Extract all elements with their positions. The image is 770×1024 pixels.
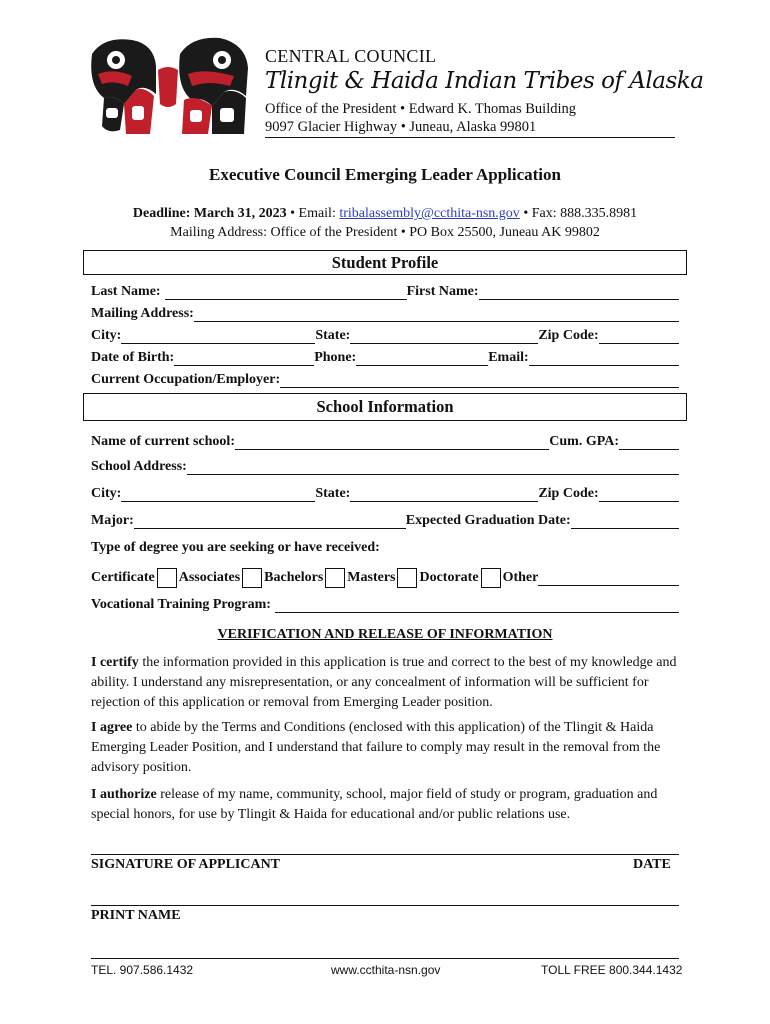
- degree-certificate-checkbox[interactable]: [157, 568, 177, 588]
- last-name-label: Last Name:: [91, 284, 161, 299]
- vocational-field[interactable]: [275, 597, 679, 613]
- city-label: City:: [91, 328, 122, 343]
- degree-masters-label: Masters: [347, 570, 396, 585]
- mailing-address-label: Mailing Address:: [91, 306, 194, 321]
- school-state-label: State:: [315, 486, 351, 501]
- major-field[interactable]: [134, 513, 406, 529]
- school-name-label: Name of current school:: [91, 434, 235, 449]
- city-row: [91, 324, 679, 344]
- verification-heading: VERIFICATION AND RELEASE OF INFORMATION: [217, 627, 553, 642]
- degree-bachelors-label: Bachelors: [264, 570, 324, 585]
- degree-certificate-label: Certificate: [91, 570, 155, 585]
- mailing-address-field[interactable]: [194, 306, 679, 322]
- school-name-field[interactable]: [235, 434, 549, 450]
- school-zip-field[interactable]: [599, 486, 679, 502]
- gpa-label: Cum. GPA:: [549, 434, 619, 449]
- agree-text: to abide by the Terms and Conditions (enclosed with this application) of the Tlingit & Haida Emerging Leader Position, and I understand that failure to comply may result in the removal from the advisory position.: [91, 720, 661, 775]
- email-label: Email:: [488, 350, 529, 365]
- degree-associates-label: Associates: [178, 570, 241, 585]
- org-name-line1: CENTRAL COUNCIL: [265, 46, 437, 66]
- degree-other-label: Other: [502, 570, 539, 585]
- tribal-logo: [84, 34, 254, 142]
- major-row: [91, 509, 679, 529]
- mailing-address-line: Mailing Address: Office of the President • PO Box 25500, Juneau AK 99802: [170, 225, 600, 240]
- school-state-field[interactable]: [350, 486, 538, 502]
- school-city-field[interactable]: [121, 486, 315, 502]
- org-name-line2: Tlingit & Haida Indian Tribes of Alaska: [265, 68, 704, 94]
- occupation-row: [91, 368, 679, 388]
- zip-label: Zip Code:: [538, 328, 599, 343]
- student-profile-heading: Student Profile: [83, 250, 687, 275]
- degree-bachelors-checkbox[interactable]: [325, 568, 345, 588]
- degree-masters-checkbox[interactable]: [397, 568, 417, 588]
- deadline-label: Deadline: March 31, 2023: [132, 206, 287, 221]
- degree-doctorate-checkbox[interactable]: [481, 568, 501, 588]
- deadline-line: [0, 206, 770, 222]
- state-field[interactable]: [350, 328, 538, 344]
- school-address-field[interactable]: [187, 459, 679, 475]
- footer-tel: TEL. 907.586.1432: [91, 963, 194, 977]
- grad-date-label: Expected Graduation Date:: [405, 513, 571, 528]
- grad-date-field[interactable]: [571, 513, 679, 529]
- city-field[interactable]: [121, 328, 315, 344]
- print-name-label: PRINT NAME: [91, 908, 181, 923]
- degree-other-field[interactable]: [538, 570, 679, 586]
- first-name-label: First Name:: [406, 284, 479, 299]
- dob-label: Date of Birth:: [91, 350, 175, 365]
- authorize-paragraph: [91, 785, 681, 825]
- form-title: Executive Council Emerging Leader Application: [209, 165, 561, 184]
- signature-label: SIGNATURE OF APPLICANT: [91, 857, 281, 872]
- authorize-text: release of my name, community, school, major field of study or program, graduation and special honors, for use by Tlingit & Haida for educational and/or public relations use.: [91, 787, 658, 822]
- org-address-line1: Office of the President • Edward K. Thomas Building: [265, 101, 576, 117]
- signature-line[interactable]: [91, 854, 679, 855]
- last-name-field[interactable]: [165, 284, 407, 300]
- letterhead-rule: [265, 137, 675, 138]
- certify-text: the information provided in this application is true and correct to the best of my knowledge and ability. I understand any misrepresentation, or any concealment of information will be sufficient for rejection of this application or removal from Emerging Leader position.: [91, 655, 677, 710]
- name-row: [91, 280, 679, 300]
- first-name-field[interactable]: [479, 284, 679, 300]
- email-link[interactable]: tribalassembly@ccthita-nsn.gov: [339, 206, 520, 221]
- mailing-row: [91, 302, 679, 322]
- footer-web: www.ccthita-nsn.gov: [331, 963, 441, 977]
- phone-label: Phone:: [314, 350, 357, 365]
- school-city-row: [91, 482, 679, 502]
- degree-prompt-row: [91, 536, 679, 556]
- school-info-heading: School Information: [83, 393, 687, 421]
- email-prefix: • Email:: [286, 206, 340, 221]
- phone-field[interactable]: [356, 350, 488, 366]
- degree-options-row: [91, 566, 679, 586]
- authorize-bold: I authorize: [91, 787, 157, 802]
- email-field[interactable]: [529, 350, 679, 366]
- school-address-row: [91, 455, 679, 475]
- footer-toll-free: TOLL FREE 800.344.1432: [541, 963, 683, 977]
- school-city-label: City:: [91, 486, 122, 501]
- state-label: State:: [315, 328, 351, 343]
- zip-field[interactable]: [599, 328, 679, 344]
- print-name-line[interactable]: [91, 905, 679, 906]
- certify-bold: I certify: [91, 655, 139, 670]
- agree-paragraph: [91, 718, 681, 778]
- degree-prompt: Type of degree you are seeking or have received:: [91, 540, 380, 555]
- dob-field[interactable]: [174, 350, 314, 366]
- major-label: Major:: [91, 513, 134, 528]
- dob-row: [91, 346, 679, 366]
- agree-bold: I agree: [91, 720, 133, 735]
- gpa-field[interactable]: [619, 434, 679, 450]
- degree-associates-checkbox[interactable]: [242, 568, 262, 588]
- certify-paragraph: [91, 653, 681, 713]
- degree-doctorate-label: Doctorate: [419, 570, 479, 585]
- school-zip-label: Zip Code:: [538, 486, 599, 501]
- fax-text: • Fax: 888.335.8981: [519, 206, 638, 221]
- occupation-label: Current Occupation/Employer:: [91, 372, 281, 387]
- footer-rule: [91, 958, 679, 959]
- school-name-row: [91, 430, 679, 450]
- vocational-label: Vocational Training Program:: [91, 597, 271, 612]
- occupation-field[interactable]: [280, 372, 679, 388]
- vocational-row: [91, 593, 679, 613]
- school-address-label: School Address:: [91, 459, 187, 474]
- date-label: DATE: [633, 857, 671, 872]
- org-address-line2: 9097 Glacier Highway • Juneau, Alaska 99801: [265, 119, 537, 135]
